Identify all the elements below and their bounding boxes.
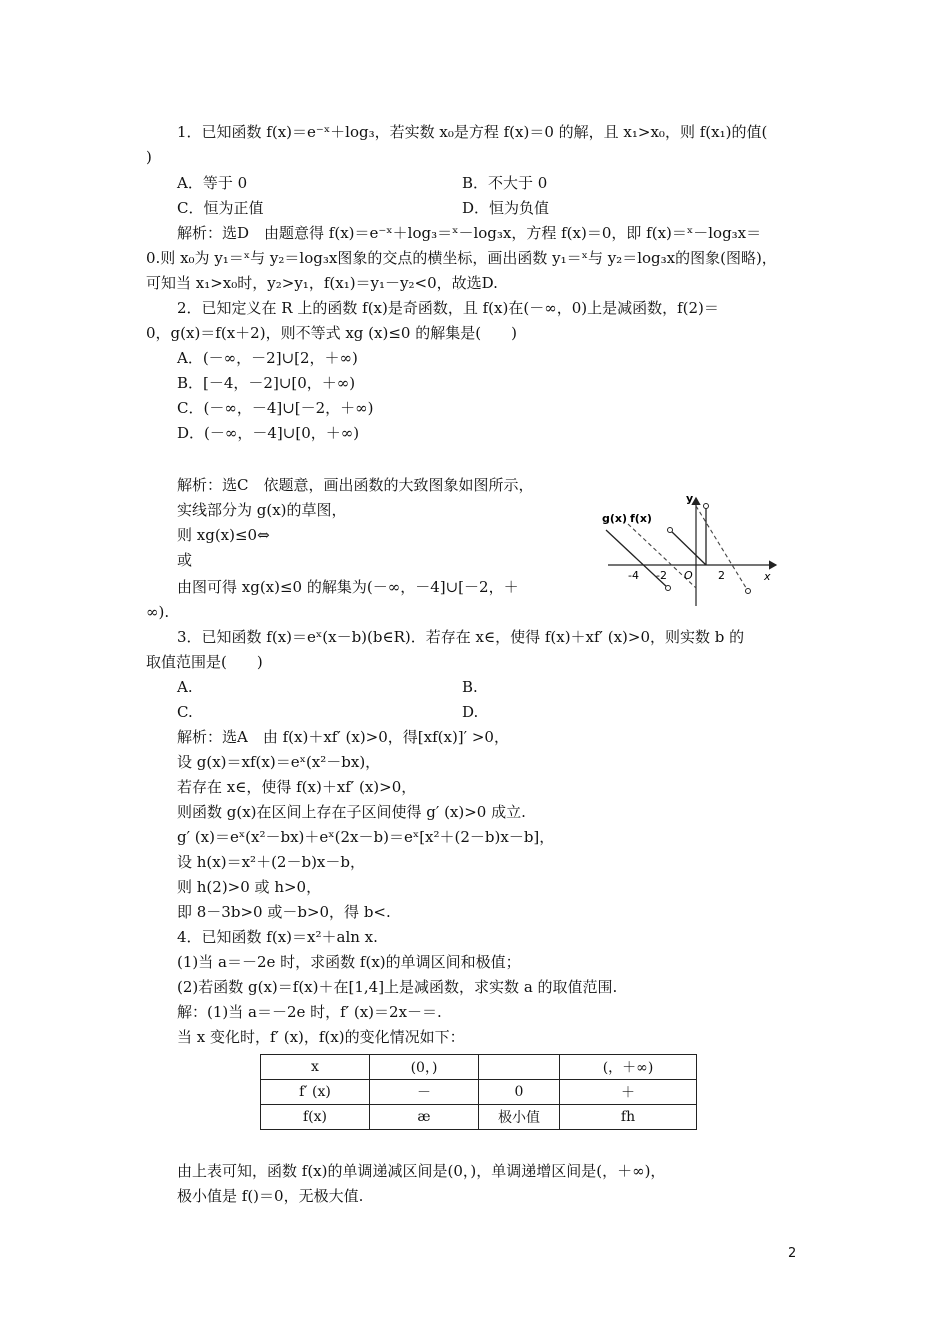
q3-option-d: D. [462, 703, 479, 721]
table-row [261, 1105, 697, 1130]
tick-2: 2 [718, 569, 725, 582]
q1-option-b: B．不大于 0 [462, 174, 548, 192]
table-cell: ＋ [560, 1080, 697, 1105]
table-cell: fh [560, 1105, 697, 1130]
q2-solution-line1: 解析：选C 依题意，画出函数的大致图象如图所示， [177, 476, 534, 494]
table-cell [479, 1055, 560, 1080]
q4-solution-line2: 当 x 变化时，f′ (x)，f(x)的变化情况如下： [177, 1028, 465, 1046]
q3-solution-line3: 若存在 x∈，使得 f(x)＋xf′ (x)>0， [177, 778, 417, 796]
q3-solution-line5: g′ (x)＝eˣ(x²－bx)＋eˣ(2x－b)＝eˣ[x²＋(2－b)x－b]， [177, 828, 555, 846]
open-point-left [666, 586, 671, 591]
y-axis-label: y [686, 492, 694, 505]
x-axis-label: x [764, 570, 771, 583]
g-curve-right [670, 530, 706, 565]
q3-solution-line4: 则函数 g(x)在区间上存在子区间使得 g′ (x)>0 成立. [177, 803, 526, 821]
q1-solution-line3: 可知当 x₁>x₀时，y₂>y₁，f(x₁)＝y₁－y₂<0，故选D. [146, 274, 498, 292]
q4-solution-line3: 由上表可知，函数 f(x)的单调递减区间是(0，)，单调递增区间是(，＋∞)， [177, 1162, 666, 1180]
label-f: f(x) [630, 512, 652, 525]
q4-stem-line1: 4．已知函数 f(x)＝x²＋aln x. [177, 928, 378, 946]
open-point-top [704, 504, 709, 509]
q2-option-c: C．(－∞，－4]∪[－2，＋∞) [177, 399, 374, 417]
q2-solution-line6: ∞). [146, 603, 170, 621]
origin-label: O [684, 569, 693, 582]
q3-option-c: C. [177, 703, 193, 721]
q4-solution-line1: 解：(1)当 a＝－2e 时，f′ (x)＝2x－＝. [177, 1003, 442, 1021]
table-cell: (，＋∞) [560, 1055, 697, 1080]
table-cell: f′ (x) [261, 1080, 370, 1105]
q3-solution-line2: 设 g(x)＝xf(x)＝eˣ(x²－bx)， [177, 753, 381, 771]
table-cell: f(x) [261, 1105, 370, 1130]
q3-solution-line6: 设 h(x)＝x²＋(2－b)x－b， [177, 853, 365, 871]
tick-minus-4: -4 [628, 569, 639, 582]
q3-stem-line2: 取值范围是( ) [146, 653, 263, 671]
tick-minus-2: -2 [656, 569, 667, 582]
q3-solution-line1: 解析：选A 由 f(x)＋xf′ (x)>0，得[xf(x)]′ >0， [177, 728, 509, 746]
q3-solution-line7: 则 h(2)>0 或 h>0， [177, 878, 322, 896]
q1-option-c: C．恒为正值 [177, 199, 264, 217]
label-g: g(x) [602, 512, 628, 525]
q1-solution-line1: 解析：选D 由题意得 f(x)＝e⁻ˣ＋log₃＝ˣ－log₃x，方程 f(x)＝0，即 f(x)＝ˣ－log₃x＝ [177, 224, 762, 242]
q1-solution-line2: 0.则 x₀为 y₁＝ˣ与 y₂＝log₃x图象的交点的横坐标，画出函数 y₁＝ˣ与 y₂＝log₃x的图象(图略)， [146, 249, 777, 267]
open-point-right [746, 589, 751, 594]
table-cell: － [370, 1080, 479, 1105]
table-row [261, 1080, 697, 1105]
q1-stem-line2: ) [146, 148, 152, 166]
q2-stem-line2: 0，g(x)＝f(x＋2)，则不等式 xg (x)≤0 的解集是( ) [146, 324, 517, 342]
open-point-mid [668, 528, 673, 533]
table-cell: (0，) [370, 1055, 479, 1080]
q3-option-a: A. [177, 678, 193, 696]
q3-option-b: B. [462, 678, 478, 696]
table-cell: æ [370, 1105, 479, 1130]
q4-part2: (2)若函数 g(x)＝f(x)＋在[1,4]上是减函数，求实数 a 的取值范围. [177, 978, 618, 996]
q1-option-a: A．等于 0 [177, 174, 248, 192]
q2-function-graph [598, 492, 788, 614]
q1-option-d: D．恒为负值 [462, 199, 550, 217]
q3-stem-line1: 3．已知函数 f(x)＝eˣ(x－b)(b∈R)．若存在 x∈，使得 f(x)＋xf′ (x)>0，则实数 b 的 [177, 628, 745, 646]
q2-option-a: A．(－∞，－2]∪[2，＋∞) [177, 349, 358, 367]
table-cell: 极小值 [479, 1105, 560, 1130]
q4-solution-line4: 极小值是 f()＝0，无极大值. [177, 1187, 364, 1205]
q2-solution-line3: 则 xg(x)≤0⇔ [177, 526, 270, 544]
q1-stem-line1: 1．已知函数 f(x)＝e⁻ˣ＋log₃，若实数 x₀是方程 f(x)＝0 的解，且 x₁>x₀，则 f(x₁)的值( [177, 123, 768, 141]
q2-solution-line2: 实线部分为 g(x)的草图， [177, 501, 347, 519]
q2-solution-line4: 或 [177, 551, 193, 569]
q2-solution-line5: 由图可得 xg(x)≤0 的解集为(－∞，－4]∪[－2，＋ [177, 578, 519, 596]
table-cell: 0 [479, 1080, 560, 1105]
table-cell: x [261, 1055, 370, 1080]
q3-solution-line8: 即 8－3b>0 或－b>0，得 b<. [177, 903, 391, 921]
q2-option-d: D．(－∞，－4]∪[0，＋∞) [177, 424, 360, 442]
q2-stem-line1: 2．已知定义在 R 上的函数 f(x)是奇函数，且 f(x)在(－∞，0)上是减函数，f(2)＝ [177, 299, 719, 317]
table-row [261, 1055, 697, 1080]
page-number: 2 [788, 1246, 797, 1261]
q2-option-b: B．[－4，－2]∪[0，＋∞) [177, 374, 356, 392]
q4-part1: (1)当 a＝－2e 时，求函数 f(x)的单调区间和极值； [177, 953, 521, 971]
variation-table [260, 1054, 697, 1130]
